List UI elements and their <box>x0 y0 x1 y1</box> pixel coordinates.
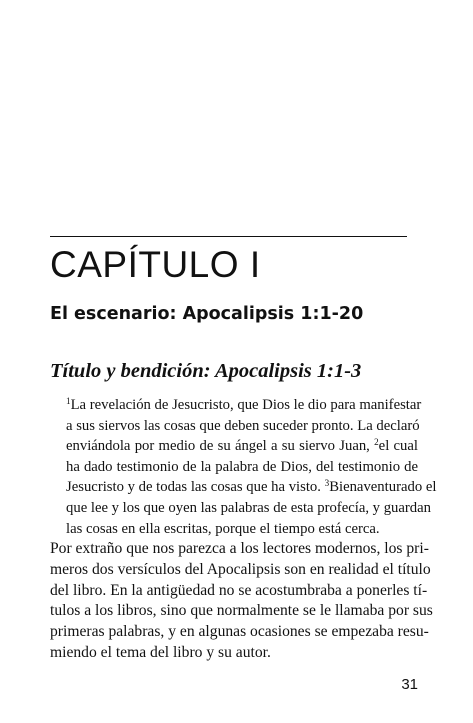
body-line: tulos a los libros, sino que normalmente se le llamaba por sus <box>50 602 433 620</box>
quote-line: que lee y los que oyen las palabras de esta profecía, y guardan <box>66 499 432 516</box>
page-number: 31 <box>401 676 418 693</box>
quote-text: Jesucristo y de todas las cosas que ha visto. <box>66 479 325 496</box>
quote-line <box>66 436 418 457</box>
quote-line <box>66 395 422 416</box>
body-line: meros dos versículos del Apocalipsis son en realidad el título <box>50 560 431 578</box>
chapter-title: CAPÍTULO I <box>50 244 261 285</box>
quote-text: enviándola por medio de su ángel a su siervo Juan, <box>66 438 375 455</box>
scripture-quote <box>66 395 437 539</box>
quote-text: La revelación de Jesucristo, que Dios le dio para manifestar <box>70 397 422 413</box>
quote-line: las cosas en ella escritas, porque el tiempo está cerca. <box>66 520 380 537</box>
verse-number: 3 <box>324 478 330 489</box>
body-line: primeras palabras, y en algunas ocasiones se empezaba resu- <box>50 623 429 641</box>
quote-line: ha dado testimonio de la palabra de Dios, del testimonio de <box>66 458 418 475</box>
section-heading: El escenario: Apocalipsis 1:1-20 <box>50 304 364 324</box>
quote-line <box>66 477 437 498</box>
chapter-divider <box>50 236 407 237</box>
verse-number: 2 <box>374 437 379 448</box>
body-line: Por extraño que nos parezca a los lectores modernos, los pri- <box>50 540 429 557</box>
body-line: del libro. En la antigüedad no se acostumbraba a ponerles tí- <box>50 581 428 599</box>
quote-line: a sus siervos las cosas que deben suceder pronto. La declaró <box>66 417 420 434</box>
quote-text: Bienaventurado el <box>329 479 437 496</box>
body-line: miendo el tema del libro y su autor. <box>50 643 271 661</box>
verse-number: 1 <box>66 396 71 406</box>
body-paragraph <box>50 539 433 664</box>
quote-text: el cual <box>378 438 418 455</box>
subsection-heading: Título y bendición: Apocalipsis 1:1-3 <box>50 360 362 382</box>
